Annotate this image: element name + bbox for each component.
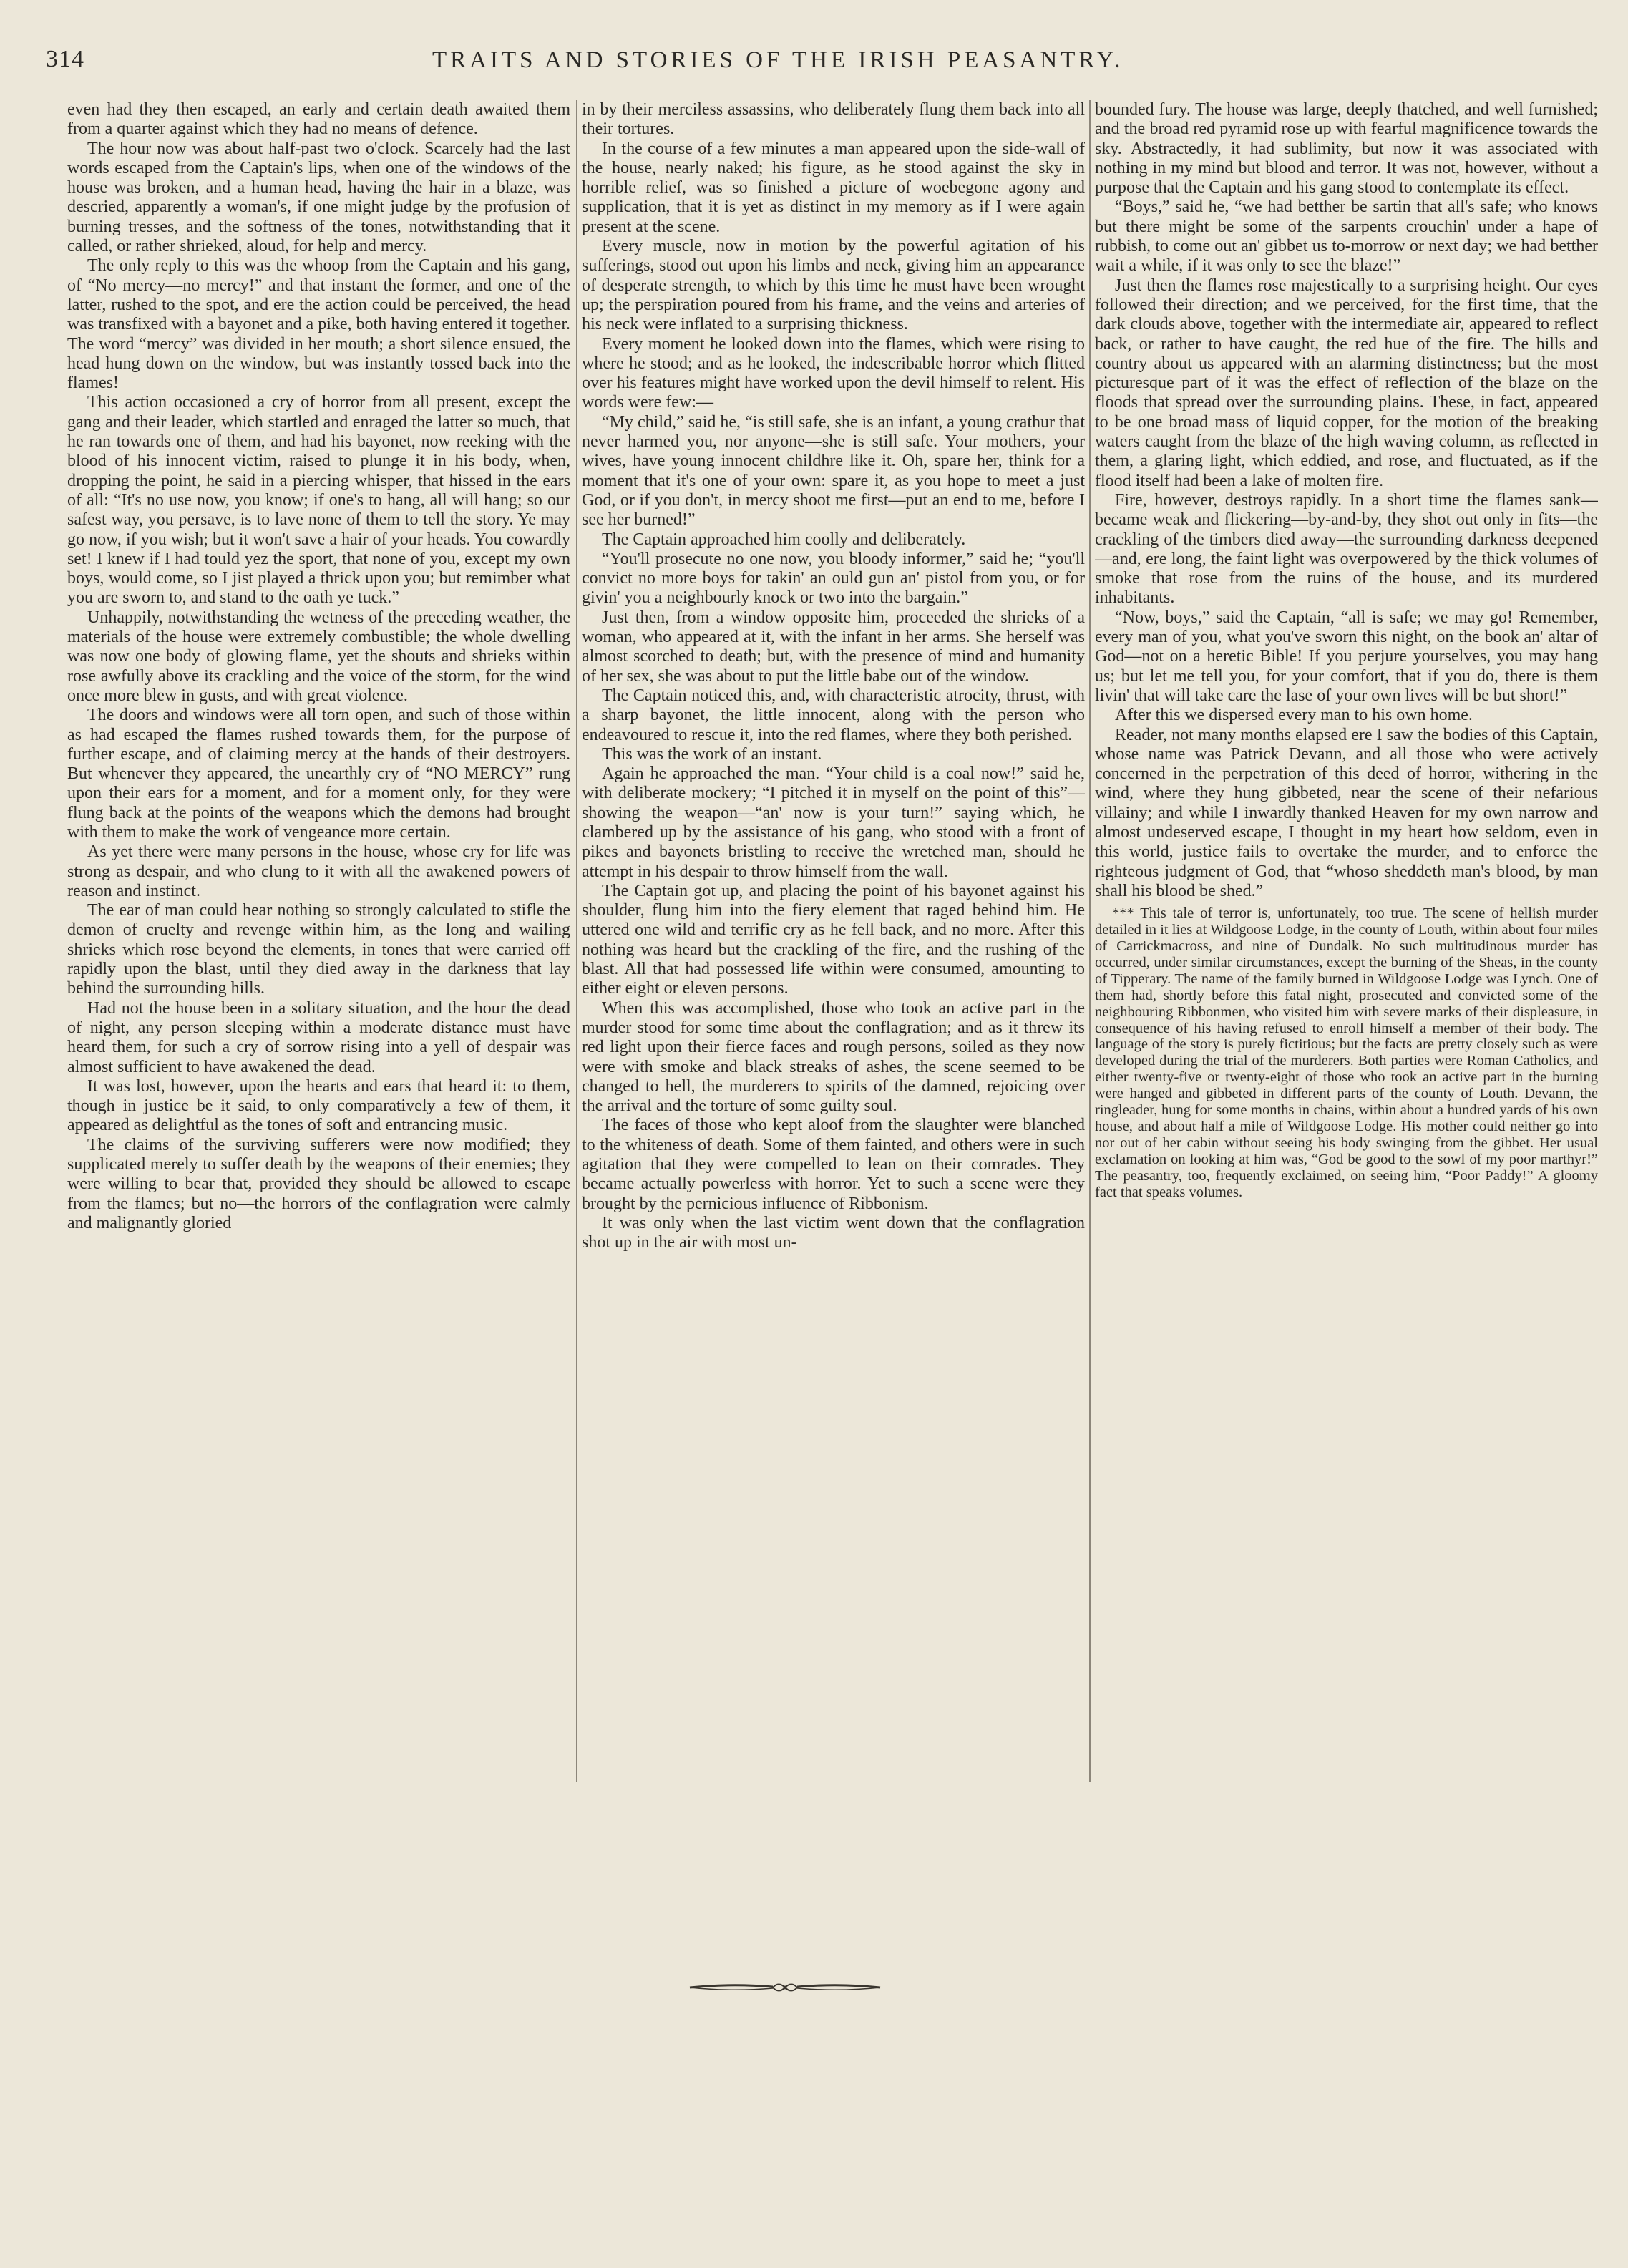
text-column-1 [67, 100, 570, 1846]
text-column-2 [582, 100, 1085, 1846]
paragraph: even had they then escaped, an early and certain death awaited them from a quarter against which they had no means of defence. [67, 100, 570, 139]
paragraph: Fire, however, destroys rapidly. In a short time the flames sank—became weak and flickering—by-and-by, they shot out only in fits—the crackling of the timbers died away—the surrounding darkness deepened—and, ere long, the faint light was overpowered by the thick volumes of smoke that rose from the ruins of the house, and its murdered inhabitants. [1095, 490, 1598, 608]
paragraph: bounded fury. The house was large, deeply thatched, and well furnished; and the broad red pyramid rose up with fearful magnificence towards the sky. Abstractedly, it had sublimity, but now it was associated with nothing in my mind but blood and terror. It was not, however, without a purpose that the Captain and his gang stood to contemplate its effect. [1095, 100, 1598, 198]
paragraph: The claims of the surviving sufferers were now modified; they supplicated merely to suffer death by the weapons of their enemies; they were willing to bear that, provided they should be allowed to escape from the flames; but no—the horrors of the conflagration were calmly and malignantly gloried [67, 1135, 570, 1232]
paragraph: The doors and windows were all torn open, and such of those within as had escaped the flames rushed towards them, for the purpose of further escape, and of claiming mercy at the hands of their destroyers. But whenever they appeared, the unearthly cry of “NO MERCY” rung upon their ears for a moment, and for a moment only, for they were flung back at the points of the weapons which the demons had brought with them to make the work of vengeance more certain. [67, 706, 570, 842]
paragraph: Every moment he looked down into the flames, which were rising to where he stood; and as he looked, the indescribable horror which flitted over his features might have worked upon the devil himself to relent. His words were few:— [582, 334, 1085, 412]
paragraph: Had not the house been in a solitary situation, and the hour the dead of night, any person sleeping within a moderate distance must have heard them, for such a cry of sorrow rising into a yell of despair was almost sufficient to have awakened the dead. [67, 998, 570, 1076]
tailpiece-ornament-icon [688, 1977, 882, 1998]
footnote [1095, 905, 1598, 1200]
paragraph: Again he approached the man. “Your child is a coal now!” said he, with deliberate mockery; “I pitched it in myself on the point of this”—showing the weapon—“an' now is your turn!” saying which, he clambered up by the assistance of his gang, who stood with a front of pikes and bayonets bristling to receive the wretched man, should he attempt in his despair to throw himself from the wall. [582, 764, 1085, 881]
paragraph: The only reply to this was the whoop from the Captain and his gang, of “No mercy—no mercy!” and that instant the former, and one of the latter, rushed to the spot, and ere the action could be perceived, the head was transfixed with a bayonet and a pike, both having entered it together. The word “mercy” was divided in her mouth; a short silence ensued, the head hung down on the window, but was instantly tossed back into the flames! [67, 256, 570, 393]
paragraph: It was only when the last victim went down that the conflagration shot up in the air with most un- [582, 1213, 1085, 1252]
paragraph: Just then, from a window opposite him, proceeded the shrieks of a woman, who appeared at it, with the infant in her arms. She herself was almost scorched to death; but, with the presence of mind and humanity of her sex, she was about to put the little babe out of the window. [582, 608, 1085, 686]
paragraph: in by their merciless assassins, who deliberately flung them back into all their tortures. [582, 100, 1085, 139]
paragraph: “My child,” said he, “is still safe, she is an infant, a young crathur that never harmed you, nor anyone—she is still safe. Your mothers, your wives, have young innocent childhre like it. Oh, spare her, think for a moment that it's one of your own: spare it, as you hope to meet a just God, or if you don't, in mercy shoot me first—put an end to me, before I see her burned!” [582, 412, 1085, 530]
paragraph: The faces of those who kept aloof from the slaughter were blanched to the whiteness of death. Some of them fainted, and others were in such agitation that they were compelled to lean on their comrades. They became actually powerless with horror. Yet to such a scene were they brought by the pernicious influence of Ribbonism. [582, 1116, 1085, 1213]
paragraph: Reader, not many months elapsed ere I saw the bodies of this Captain, whose name was Patrick Devann, and all those who were actively concerned in the perpetration of this deed of horror, withering in the wind, where they hung gibbeted, near the scene of their nefarious villainy; and while I inwardly thanked Heaven for my own narrow and almost undeserved escape, I thought in my heart how seldom, even in this world, justice fails to overtake the murder, and to enforce the righteous judgment of God, that “whoso sheddeth man's blood, by man shall his blood be shed.” [1095, 725, 1598, 900]
page-number: 314 [46, 46, 84, 72]
paragraph: Unhappily, notwithstanding the wetness of the preceding weather, the materials of the house were extremely combustible; the whole dwelling was now one body of glowing flame, yet the shouts and shrieks within rose awfully above its crackling and the voice of the storm, for the wind once more blew in gusts, and with great violence. [67, 608, 570, 705]
paragraph: The Captain noticed this, and, with characteristic atrocity, thrust, with a sharp bayonet, the little innocent, along with the person who endeavoured to rescue it, into the red flames, where they both perished. [582, 686, 1085, 744]
paragraph: The Captain got up, and placing the point of his bayonet against his shoulder, flung him into the fiery element that raged behind him. He uttered one wild and terrific cry as he fell back, and no more. After this nothing was heard but the crackling of the fire, and the rushing of the blast. All that had possessed life within were consumed, amounting to either eight or eleven persons. [582, 881, 1085, 998]
footnote-text: *** This tale of terror is, unfortunately, too true. The scene of hellish murder detailed in it lies at Wildgoose Lodge, in the county of Louth, within about four miles of Carrickmacross, and nine of Dundalk. No such multitudinous murder has occurred, under similar circumstances, except the burning of the Sheas, in the county of Tipperary. The name of the family burned in Wildgoose Lodge was Lynch. One of them had, shortly before this fatal night, prosecuted and convicted some of the neighbouring Ribbonmen, who visited him with severe marks of their displeasure, in consequence of his having refused to enroll himself a member of their body. The language of the story is purely fictitious; but the facts are pretty closely such as were developed during the trial of the murderers. Both parties were Roman Catholics, and either twenty-five or twenty-eight of those who took an active part in the burning were hanged and gibbeted in different parts of the county of Louth. Devann, the ringleader, hung for some months in chains, within about a hundred yards of his own house, and about half a mile of Wildgoose Lodge. His mother could neither go into nor out of her cabin without seeing his body swinging from the gibbet. Her usual exclamation on looking at him was, “God be good to the sowl of my poor marthyr!” The peasantry, too, frequently exclaimed, on seeing him, “Poor Paddy!” A gloomy fact that speaks volumes. [1095, 905, 1598, 1200]
page-header [46, 46, 1584, 82]
column-rule [576, 100, 577, 1782]
paragraph: As yet there were many persons in the house, whose cry for life was strong as despair, and who clung to it with all the awakened powers of reason and instinct. [67, 842, 570, 900]
paragraph: “You'll prosecute no one now, you bloody informer,” said he; “you'll convict no more boys for takin' an ould gun an' pistol from you, or for givin' you a neighbourly knock or two into the bargain.” [582, 549, 1085, 608]
paragraph: Just then the flames rose majestically to a surprising height. Our eyes followed their direction; and we perceived, for the first time, that the dark clouds above, together with the intermediate air, appeared to reflect back, or rather to have caught, the red hue of the fire. The hills and country about us appeared with an alarming distinctness; but the most picturesque part of it was the effect of reflection of the blaze on the floods that spread over the surrounding plains. These, in fact, appeared to be one broad mass of liquid copper, for the motion of the breaking waters caught from the blaze of the high waving column, as reflected in them, a glaring light, which eddied, and rose, and fluctuated, as if the flood itself had been a lake of molten fire. [1095, 276, 1598, 490]
paragraph: When this was accomplished, those who took an active part in the murder stood for some time about the conflagration; and as it threw its red light upon their fierce faces and rough persons, soiled as they now were with smoke and black streaks of ashes, the scene seemed to be changed to hell, the murderers to spirits of the damned, rejoicing over the arrival and the torture of some guilty soul. [582, 998, 1085, 1116]
column-rule [1089, 100, 1091, 1782]
paragraph: The Captain approached him coolly and deliberately. [602, 530, 966, 549]
paragraph: In the course of a few minutes a man appeared upon the side-wall of the house, nearly naked; his figure, as he stood against the sky in horrible relief, was so finished a picture of woebegone agony and supplication, that it is yet as distinct in my memory as if I were again present at the scene. [582, 139, 1085, 236]
paragraph: It was lost, however, upon the hearts and ears that heard it: to them, though in justice be it said, to only comparatively a few of them, it appeared as delightful as the tones of soft and entrancing music. [67, 1076, 570, 1135]
running-title: TRAITS AND STORIES OF THE IRISH PEASANTRY. [432, 47, 1124, 73]
text-column-3 [1095, 100, 1598, 1846]
paragraph: The hour now was about half-past two o'clock. Scarcely had the last words escaped from the Captain's lips, when one of the windows of the house was broken, and a human head, having the hair in a blaze, was descried, apparently a woman's, if one might judge by the profusion of burning tresses, and the softness of the tones, notwithstanding that it called, or rather shrieked, aloud, for help and mercy. [67, 139, 570, 256]
paragraph: This was the work of an instant. [602, 744, 822, 764]
paragraph: “Boys,” said he, “we had betther be sartin that all's safe; who knows but there might be some of the sarpents crouchin' under a hape of rubbish, to come out an' gibbet us to-morrow or next day; we had betther wait a while, if it was only to see the blaze!” [1095, 198, 1598, 276]
paragraph: Every muscle, now in motion by the powerful agitation of his sufferings, stood out upon his limbs and neck, giving him an appearance of desperate strength, to which by this time he must have been wrought up; the perspiration poured from his frame, and the veins and arteries of his neck were inflated to a surprising thickness. [582, 237, 1085, 334]
paragraph: The ear of man could hear nothing so strongly calculated to stifle the demon of cruelty and revenge within him, as the long and wailing shrieks which rose beyond the elements, in tones that were carried off rapidly upon the blast, until they died away in the darkness that lay behind the surrounding hills. [67, 901, 570, 998]
paragraph: “Now, boys,” said the Captain, “all is safe; we may go! Remember, every man of you, what you've sworn this night, on the book an' altar of God—not on a heretic Bible! If you perjure yourselves, you may hang us; but let me tell you, for your comfort, that if you do, there is them livin' that will take care the lase of your own lives will be but short!” [1095, 608, 1598, 705]
paragraph: This action occasioned a cry of horror from all present, except the gang and their leader, which startled and enraged the latter so much, that he ran towards one of them, and had his bayonet, now reeking with the blood of his innocent victim, raised to plunge it in his body, when, dropping the point, he said in a piercing whisper, that hissed in the ears of all: “It's no use now, you know; if one's to hang, all will hang; so our safest way, you persave, is to lave none of them to tell the story. Ye may go now, if you wish; but it won't save a hair of your heads. You cowardly set! I knew if I had tould yez the sport, that none of you, except my own boys, would come, so I jist played a thrick upon you; but remimber what you are sworn to, and stand to the oath ye tuck.” [67, 393, 570, 608]
paragraph: After this we dispersed every man to his own home. [1115, 706, 1473, 725]
